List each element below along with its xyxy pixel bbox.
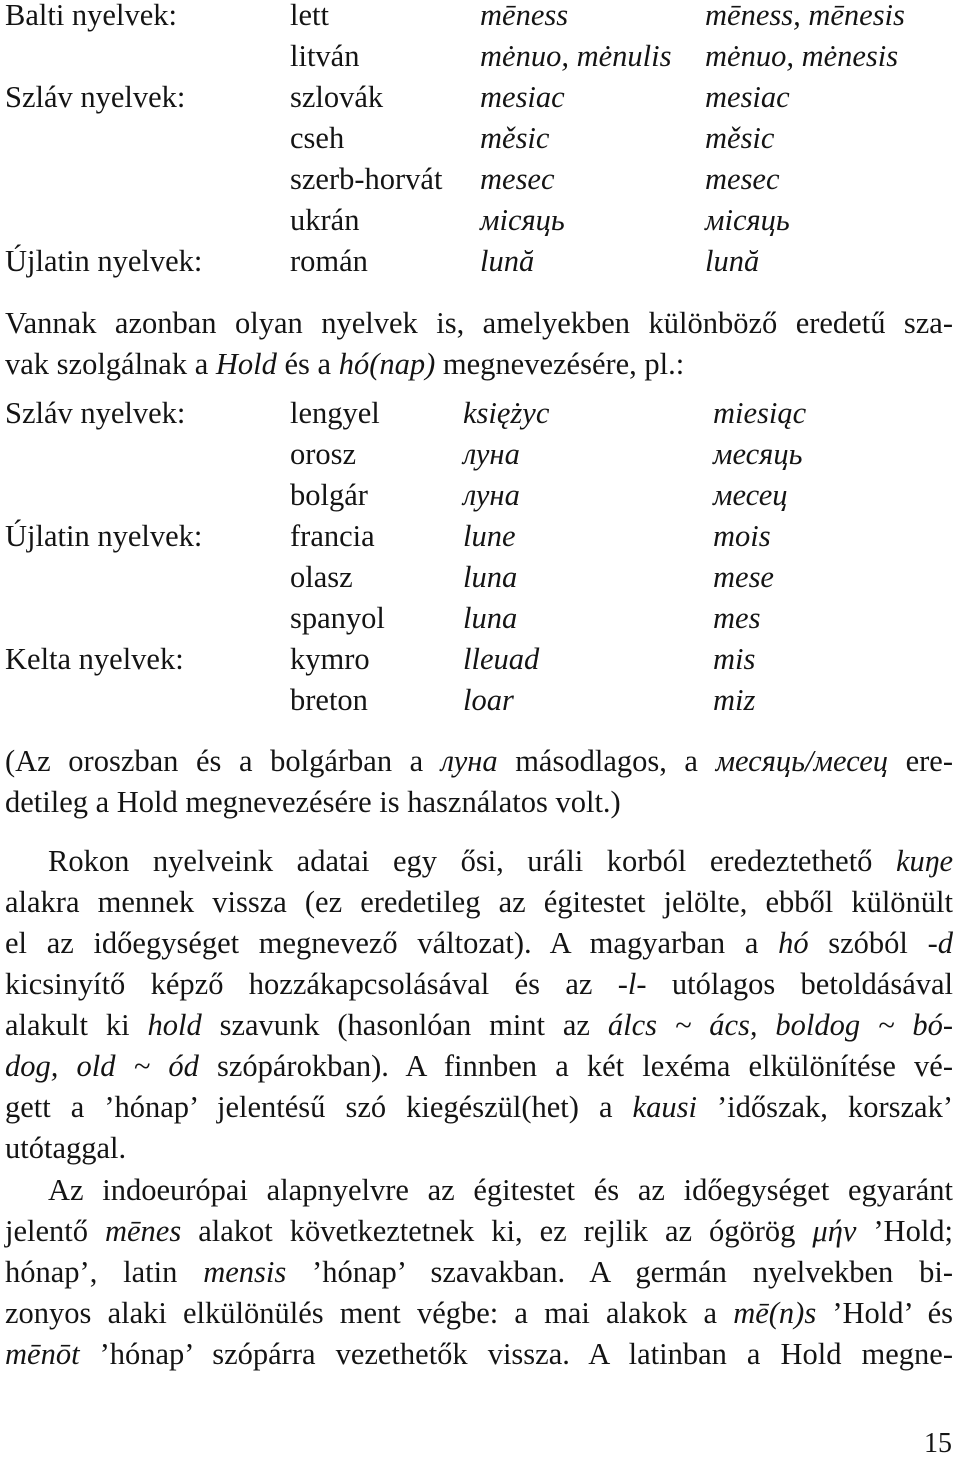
text-line bbox=[5, 1257, 953, 1288]
group-label: Újlatin nyelvek: bbox=[5, 519, 203, 553]
text-run: másodlagos, a bbox=[497, 744, 716, 778]
language-name: cseh bbox=[290, 121, 345, 155]
text-line bbox=[5, 1298, 953, 1329]
group-label: Szláv nyelvek: bbox=[5, 80, 186, 114]
text-line bbox=[5, 349, 684, 380]
group-label: Szláv nyelvek: bbox=[5, 396, 186, 430]
moon-word: mēness bbox=[480, 0, 569, 32]
language-name: kymro bbox=[290, 642, 370, 676]
italic-term: -l- bbox=[617, 967, 647, 1001]
text-run: alakot következtetnek ki, ez rejlik az ógörög bbox=[181, 1214, 813, 1248]
moon-word: mėnuo, mėnulis bbox=[480, 39, 672, 73]
text-line bbox=[5, 1051, 953, 1082]
text-run: jelentő bbox=[5, 1214, 105, 1248]
language-name: francia bbox=[290, 519, 375, 553]
language-name: spanyol bbox=[290, 601, 385, 635]
language-name: litván bbox=[290, 39, 360, 73]
month-word: місяць bbox=[705, 203, 790, 237]
month-word: mois bbox=[713, 519, 771, 553]
language-name: bolgár bbox=[290, 478, 368, 512]
italic-term: mēnes bbox=[104, 1214, 182, 1248]
text-run: alakult ki bbox=[5, 1008, 148, 1042]
text-run: szavunk (hasonlóan mint az bbox=[201, 1008, 608, 1042]
text-run: zonyos alaki elkülönülés ment végbe: a mai alakok a bbox=[5, 1296, 734, 1330]
month-word: mesec bbox=[705, 162, 780, 196]
text-run: Rokon nyelveink adatai egy ősi, uráli korból eredeztethető bbox=[48, 844, 896, 878]
month-word: месяць bbox=[713, 437, 803, 471]
group-label: Kelta nyelvek: bbox=[5, 642, 184, 676]
text-line bbox=[5, 787, 621, 818]
month-word: miz bbox=[713, 683, 756, 717]
italic-term: álcs ~ ács, boldog ~ bó- bbox=[607, 1008, 954, 1042]
text-line bbox=[5, 846, 953, 877]
italic-term: hold bbox=[147, 1008, 202, 1042]
moon-word: mesec bbox=[480, 162, 555, 196]
moon-word: luna bbox=[463, 560, 518, 594]
moon-word: lleuad bbox=[463, 642, 540, 676]
text-run: gett a ’hónap’ jelentésű szó kiegészül(het) a bbox=[5, 1090, 633, 1124]
month-word: mes bbox=[713, 601, 761, 635]
text-line bbox=[5, 928, 953, 959]
text-line bbox=[5, 308, 953, 339]
text-run: ’Hold’ és bbox=[816, 1296, 953, 1330]
italic-term: mēnōt bbox=[5, 1337, 80, 1371]
moon-word: lună bbox=[480, 244, 535, 278]
month-word: месец bbox=[713, 478, 788, 512]
text-run: megnevezésére, pl.: bbox=[435, 347, 685, 381]
moon-word: луна bbox=[463, 478, 520, 512]
moon-word: місяць bbox=[480, 203, 565, 237]
moon-word: luna bbox=[463, 601, 518, 635]
text-line bbox=[5, 1216, 953, 1247]
text-run: ere- bbox=[888, 744, 953, 778]
text-line bbox=[5, 1339, 953, 1370]
text-run: (Az oroszban és a bolgárban a bbox=[5, 744, 441, 778]
language-name: ukrán bbox=[290, 203, 360, 237]
moon-word: księżyc bbox=[463, 396, 550, 430]
text-run: el az időegységet megnevező változat). A magyarban a bbox=[5, 926, 779, 960]
text-run: ’időszak, korszak’ bbox=[696, 1090, 953, 1124]
page-number: 15 bbox=[924, 1428, 952, 1459]
text-run: Vannak azonban olyan nyelvek is, amelyekben különböző eredetű sza- bbox=[5, 306, 953, 340]
text-line bbox=[5, 1175, 953, 1206]
month-word: miesiąc bbox=[713, 396, 807, 430]
italic-term: Hold bbox=[215, 347, 277, 381]
month-word: lună bbox=[705, 244, 760, 278]
text-line bbox=[5, 1010, 953, 1041]
italic-term: kuŋe bbox=[895, 844, 953, 878]
italic-term: луна bbox=[440, 744, 498, 778]
language-name: román bbox=[290, 244, 368, 278]
text-run: alakra mennek vissza (ez eredetileg az égitestet jelölte, ebből különült bbox=[5, 885, 953, 919]
language-name: olasz bbox=[290, 560, 353, 594]
text-run: kicsinyítő képző hozzákapcsolásával és az bbox=[5, 967, 618, 1001]
moon-word: měsic bbox=[480, 121, 550, 155]
text-run: ’hónap’ szópárra vezethetők vissza. A latinban a Hold megne- bbox=[79, 1337, 953, 1371]
italic-term: mē(n)s bbox=[733, 1296, 817, 1330]
month-word: mese bbox=[713, 560, 774, 594]
italic-term: μήν bbox=[812, 1214, 857, 1248]
group-label: Újlatin nyelvek: bbox=[5, 244, 203, 278]
language-name: szerb-horvát bbox=[290, 162, 443, 196]
language-name: lett bbox=[290, 0, 329, 32]
italic-term: -d bbox=[927, 926, 953, 960]
language-name: szlovák bbox=[290, 80, 384, 114]
text-run: és a bbox=[276, 347, 339, 381]
moon-word: mesiac bbox=[480, 80, 565, 114]
italic-term: hó(nap) bbox=[338, 347, 436, 381]
month-word: mesiac bbox=[705, 80, 790, 114]
italic-term: dog, old ~ ód bbox=[5, 1049, 199, 1083]
text-run: utótaggal. bbox=[5, 1131, 127, 1165]
text-run: Az indoeurópai alapnyelvre az égitestet és az időegységet egyaránt bbox=[48, 1173, 953, 1207]
text-run: ’hónap’ szavakban. A germán nyelvekben bi- bbox=[286, 1255, 953, 1289]
text-run: vak szolgálnak a bbox=[5, 347, 216, 381]
italic-term: kausi bbox=[632, 1090, 697, 1124]
text-run: utólagos betoldásával bbox=[646, 967, 954, 1001]
text-line bbox=[5, 746, 953, 777]
language-name: orosz bbox=[290, 437, 357, 471]
text-run: hónap’, latin bbox=[5, 1255, 204, 1289]
italic-term: месяць/месец bbox=[715, 744, 889, 778]
language-name: lengyel bbox=[290, 396, 380, 430]
italic-term: hó bbox=[778, 926, 809, 960]
month-word: měsic bbox=[705, 121, 775, 155]
moon-word: lune bbox=[463, 519, 516, 553]
text-line bbox=[5, 1133, 126, 1164]
group-label: Balti nyelvek: bbox=[5, 0, 177, 32]
text-run: ’Hold; bbox=[856, 1214, 954, 1248]
text-line bbox=[5, 887, 953, 918]
italic-term: mensis bbox=[203, 1255, 287, 1289]
text-run: szóból bbox=[808, 926, 928, 960]
text-run: szópárokban). A finnben a két lexéma elkülönítése vé- bbox=[198, 1049, 953, 1083]
month-word: mėnuo, mėnesis bbox=[705, 39, 899, 73]
month-word: mis bbox=[713, 642, 756, 676]
text-line bbox=[5, 1092, 953, 1123]
moon-word: loar bbox=[463, 683, 514, 717]
text-line bbox=[5, 969, 953, 1000]
language-name: breton bbox=[290, 683, 368, 717]
moon-word: луна bbox=[463, 437, 520, 471]
month-word: mēness, mēnesis bbox=[705, 0, 905, 32]
text-run: detileg a Hold megnevezésére is használatos volt.) bbox=[5, 785, 621, 819]
